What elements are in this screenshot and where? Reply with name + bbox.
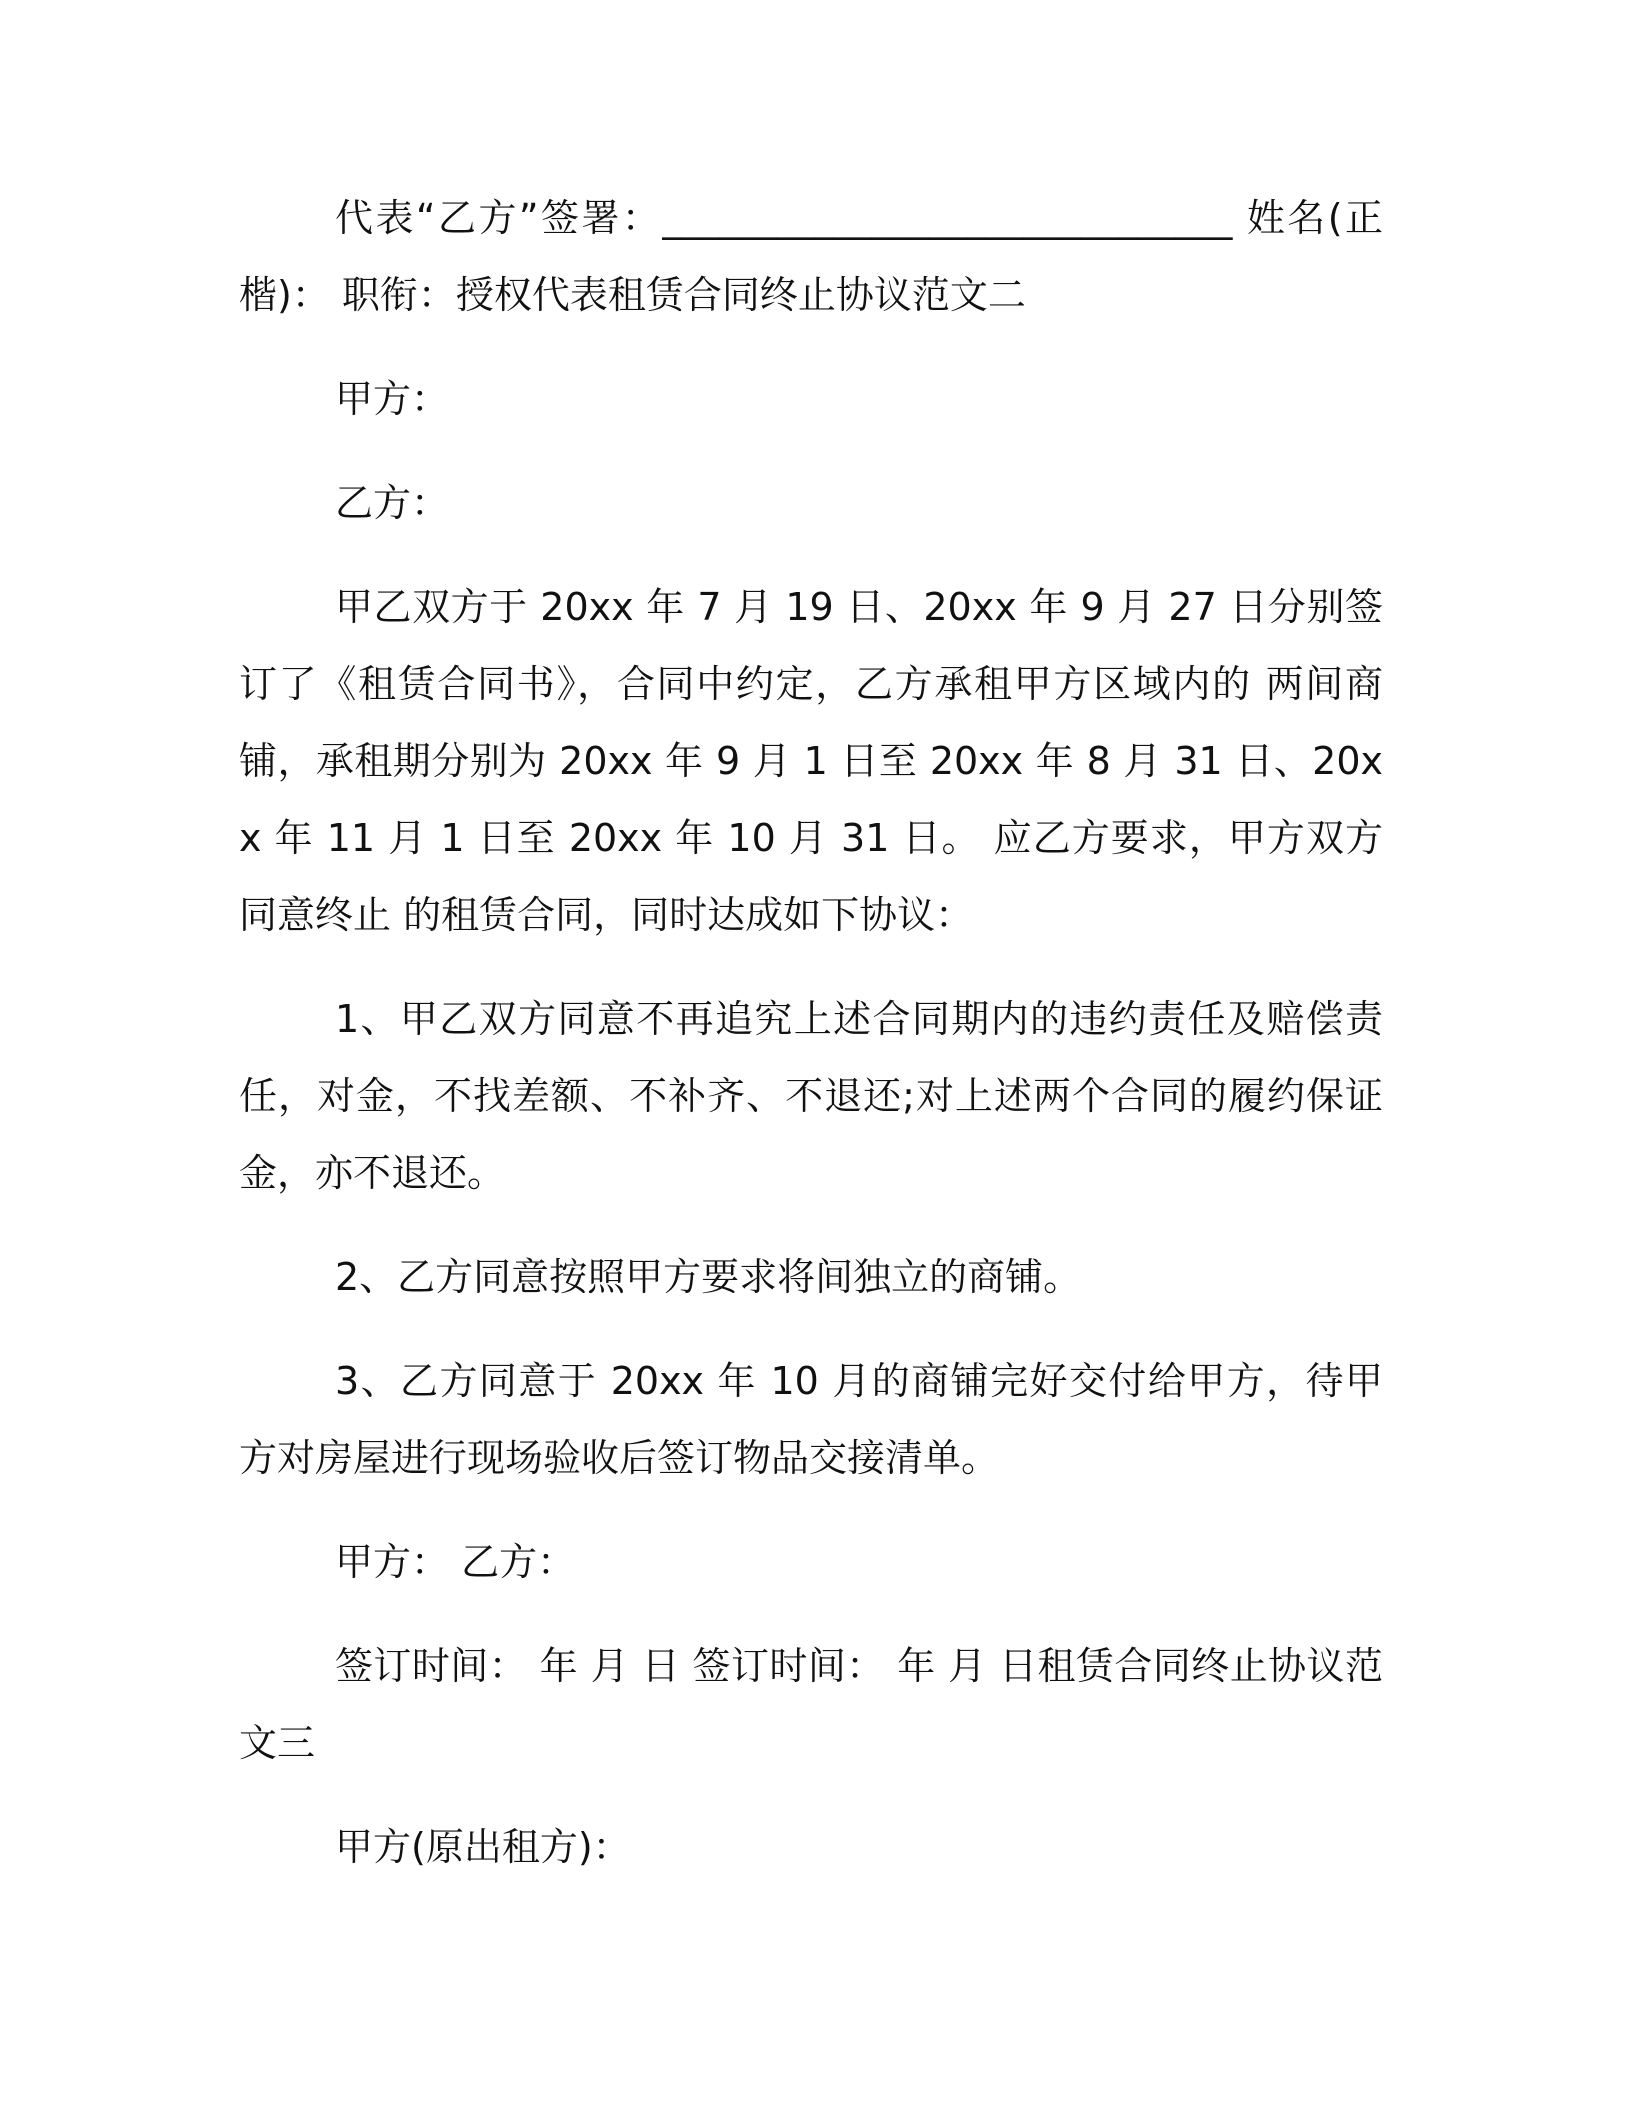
signature-paragraph: 代表“乙方”签署：______________________________ 姓名(正楷)： 职衔：授权代表租赁合同终止协议范文二 xyxy=(239,196,1383,317)
sign-date-line: 签订时间： 年 月 日 签订时间： 年 月 日租赁合同终止协议范文三 xyxy=(239,1644,1383,1765)
clause-2-paragraph: 2、乙方同意按照甲方要求将间独立的商铺。 xyxy=(335,1255,1082,1299)
document-page xyxy=(239,180,1383,1886)
agreement-intro-paragraph: 甲乙双方于 20xx 年 7 月 19 日、20xx 年 9 月 27 日分别签订了《租赁合同书》，合同中约定，乙方承租甲方区域内的 两间商铺，承租期分别为 20xx 年 9 月 1 日至 20xx 年 8 月 31 日、20xx 年 11 月 1 日至 20xx 年 10 月 31 日。 应乙方要求，甲方双方同意终止 的租赁合同，同时达成如下协议： xyxy=(239,585,1383,937)
clause-1-paragraph: 1、甲乙双方同意不再追究上述合同期内的违约责任及赔偿责任，对金，不找差额、不补齐、不退还;对上述两个合同的履约保证金，亦不退还。 xyxy=(239,997,1383,1195)
party-a-label: 甲方： xyxy=(335,377,450,421)
clause-3-paragraph: 3、乙方同意于 20xx 年 10 月的商铺完好交付给甲方，待甲方对房屋进行现场验收后签订物品交接清单。 xyxy=(239,1359,1383,1480)
parties-signature-line: 甲方： 乙方： xyxy=(335,1540,576,1584)
original-lessor-label: 甲方(原出租方)： xyxy=(335,1825,631,1869)
party-b-label: 乙方： xyxy=(335,481,450,525)
